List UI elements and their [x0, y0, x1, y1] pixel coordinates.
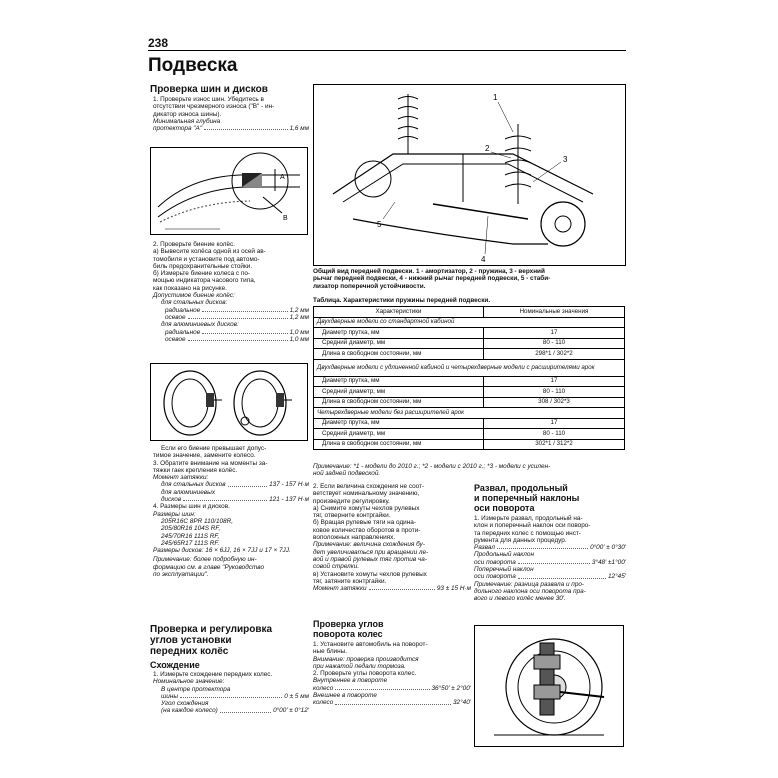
table-row: Длина в свободном состоянии, мм 298*1 / 302*2 — [314, 349, 625, 360]
page-title: Подвеска — [148, 55, 238, 76]
front-suspension-figure — [313, 84, 626, 266]
table-row: Средний диаметр, мм 80 - 110 — [314, 338, 625, 349]
table-group-title: Двухдверные модели с удлиненной кабиной и четырехдверные модели с расширителями арок — [314, 359, 625, 376]
header-rule — [148, 50, 626, 51]
tires-step-1: 1. Проверьте износ шин. Убедитесь в отсутствии чрезмерного износа ("B" - ин- дикатор износа шины). Минимальная глубина протектора "A" 1,6 мм — [153, 96, 309, 133]
table-group-title: Четырехдверные модели без расширителей арок — [314, 408, 625, 419]
turn-angles-content: 1. Установите автомобиль на поворот- ные блины. Внимание: проверка производится при нажатой педали тормоза. 2. Проверьте углы поворота колес. Внутреннее в повороте колесо 36°50' ± 2°00' Внешнее в повороте колесо 32°40' — [313, 641, 471, 707]
toe-content: 1. Измерьте схождение передних колес. Номинальное значение: В центре протектора шины 0 ± 5 мм Угол схождения (на каждое колесо) 0°00' ± 0°12' — [153, 671, 309, 715]
toe-adjustment: 2. Если величина схождения не соот- ветствует номинальному значению, произведите регулировку. а) Снимите хомуты чехлов рулевых тяг, отверните контргайки. б) Вращая рулевые тяги на одина- ковое количество оборотов в проти- воположных направлениях. Примечание: величина схождения бу- дет увеличиваться при вращении ле- вой и правой рулевых тяг против ча- совой стрелки. в) Установите хомуты чехлов рулевых тяг, затяните контргайки. Момент затяжки 93 ± 15 Н·м — [313, 483, 471, 593]
section-title-tires: Проверка шин и дисков — [150, 84, 268, 95]
table-note: Примечание: *1 - модели до 2010 г.; *2 - модели с 2010 г.; *3 - модели с усилен- ной задней подвеской. — [313, 463, 551, 478]
table-caption: Таблица. Характеристики пружины передней подвески. — [313, 297, 491, 304]
table-row: Диаметр прутка, мм 17 — [314, 418, 625, 429]
table-row: Длина в свободном состоянии, мм 308 / 302*3 — [314, 397, 625, 408]
table-row: Диаметр прутка, мм 17 — [314, 328, 625, 339]
page-number: 238 — [148, 36, 169, 50]
wheel-runout-figure — [150, 363, 308, 441]
fig-callout-5: 5 — [377, 220, 382, 229]
fig-callout-2: 2 — [485, 144, 490, 153]
fig-label-b: B — [283, 215, 288, 222]
figure-caption: Общий вид передней подвески. 1 - амортизатор, 2 - пружина, 3 - верхний рычаг передней подвески, 4 - нижний рычаг передней подвески, 5 - стаби- лизатор поперечной устойчивости. — [313, 268, 551, 290]
section-title-camber: Развал, продольный и поперечный наклоны оси поворота — [474, 483, 580, 513]
spring-table — [313, 306, 625, 450]
fig-callout-3: 3 — [563, 155, 568, 164]
tires-step-2: 2. Проверьте биение колёс. а) Вывесите колёса одной из осей ав- томобиля и установите под автомо- биль предохранительные стойки. б) Измерьте биение колеса с по- мощью индикатора часового типа, как показано на рисунке. Допустимое биение колёс: для стальных дисков: радиальное 1,2 мм осевое 1,2 мм для алюминиевых дисков: радиальное 1,0 мм осевое 1,0 мм — [153, 241, 309, 343]
section-title-alignment: Проверка и регулировка углов установки передних колёс — [150, 624, 273, 657]
table-group-title: Двухдверные модели со стандартной кабиной — [314, 317, 625, 328]
table-row: Средний диаметр, мм 80 - 110 — [314, 429, 625, 440]
table-row: Диаметр прутка, мм 17 — [314, 376, 625, 387]
subsection-toe: Схождение — [150, 660, 200, 670]
tires-step-2-end: Если его биение превышает допус- тимое значение, замените колесо. 3. Обратите внимание на моменты за- тяжки гаек крепления колёс. Момент затяжки: для стальных дисков 137 - 157 Н·м для алюминиевых дисков 121 - 137 Н·м 4. Размеры шин и дисков. Размеры шин: 205R16C 8PR 110/108R, 205/80R16 104S RF, 245/70R16 111S RF, 245/65R17 111S RF. Размеры дисков: 16 × 6JJ, 16 × 7JJ и 17 × 7JJ. Примечание: более подробную ин- формацию см. в главе "Руководство по эксплуатации". — [153, 445, 309, 579]
fig-label-a: A — [280, 174, 285, 181]
table-row: Длина в свободном состоянии, мм 302*1 / 312*2 — [314, 439, 625, 450]
fig-callout-4: 4 — [481, 255, 486, 264]
tread-wear-figure — [150, 147, 308, 235]
fig-callout-1: 1 — [493, 93, 498, 102]
alignment-gauge-figure — [474, 625, 624, 747]
table-header-row: Характеристики Номинальные значения — [314, 307, 625, 318]
subsection-turn-angles: Проверка углов поворота колес — [313, 619, 384, 639]
camber-content: 1. Измерьте развал, продольный на- клон и поперечный наклон оси поворо- та передних колес с помощью инст- румента для данных процедур. Развал 0°00' ± 0°30' Продольный наклон оси поворота 3°48' ±1°00' Поперечный наклон оси поворота 12°45' Примечание: разница развала и про- дольного наклона оси поворота пра- вого и левого колёс менее 30'. — [474, 515, 626, 603]
table-row: Средний диаметр, мм 80 - 110 — [314, 387, 625, 398]
